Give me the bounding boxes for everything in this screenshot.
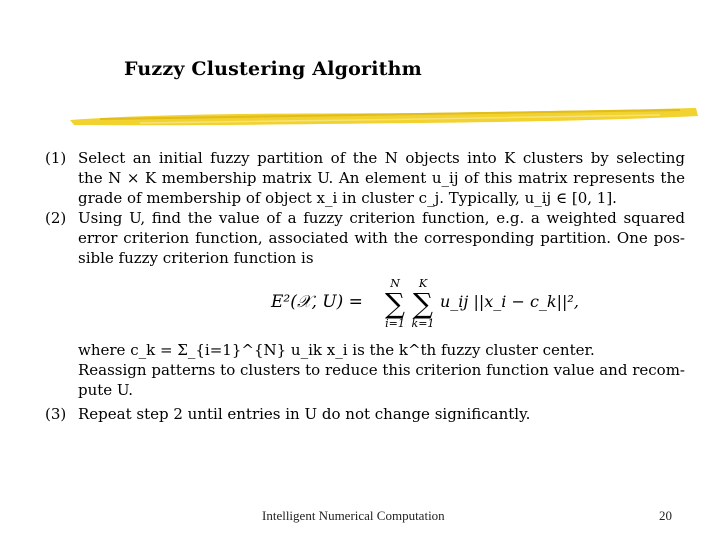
footer-course-title: Intelligent Numerical Computation [262,508,445,523]
step-number: (3) [45,405,67,423]
step-text-line: Reassign patterns to clusters to reduce this criterion function value and recom- [78,361,685,379]
step-1 [45,148,685,208]
sum-over-k [406,278,440,330]
slide-body [45,148,685,424]
equation-lhs: E²(𝒳, U) = [271,292,363,312]
step-number: (2) [45,209,67,227]
sum-lower-limit: k=1 [411,317,435,330]
step-text-line: sible fuzzy criterion function is [78,249,314,267]
slide-title: Fuzzy Clustering Algorithm [124,58,422,80]
title-underline-brushstroke [60,104,700,130]
step-text-line: Using U, find the value of a fuzzy criterion function, e.g. a weighted squared [78,209,685,227]
step-2 [45,208,685,400]
step-number: (1) [45,149,67,167]
equation-rhs: u_ij ||x_i − c_k||², [440,292,579,311]
step-text-line: Select an initial fuzzy partition of the N objects into K clusters by selecting [78,149,685,167]
step-text-line: the N × K membership matrix U. An element u_ij of this matrix represents the [78,169,685,187]
sigma-symbol: ∑ [413,287,433,320]
step-text-line: grade of membership of object x_i in cluster c_j. Typically, u_ij ∈ [0, 1]. [78,189,617,207]
step-3 [45,404,685,424]
step-text-line: error criterion function, associated with the corresponding partition. One pos- [78,229,685,247]
sum-upper-limit: N [390,277,400,290]
criterion-equation [78,272,685,340]
sum-upper-limit: K [418,277,428,290]
step-text-line: Repeat step 2 until entries in U do not change significantly. [78,405,531,423]
sum-lower-limit: i=1 [385,317,405,330]
page-number: 20 [659,508,672,523]
step-text-line: pute U. [78,381,133,399]
sigma-symbol: ∑ [385,287,405,320]
step-text-line: where c_k = Σ_{i=1}^{N} u_ik x_i is the k^th fuzzy cluster center. [78,341,595,359]
